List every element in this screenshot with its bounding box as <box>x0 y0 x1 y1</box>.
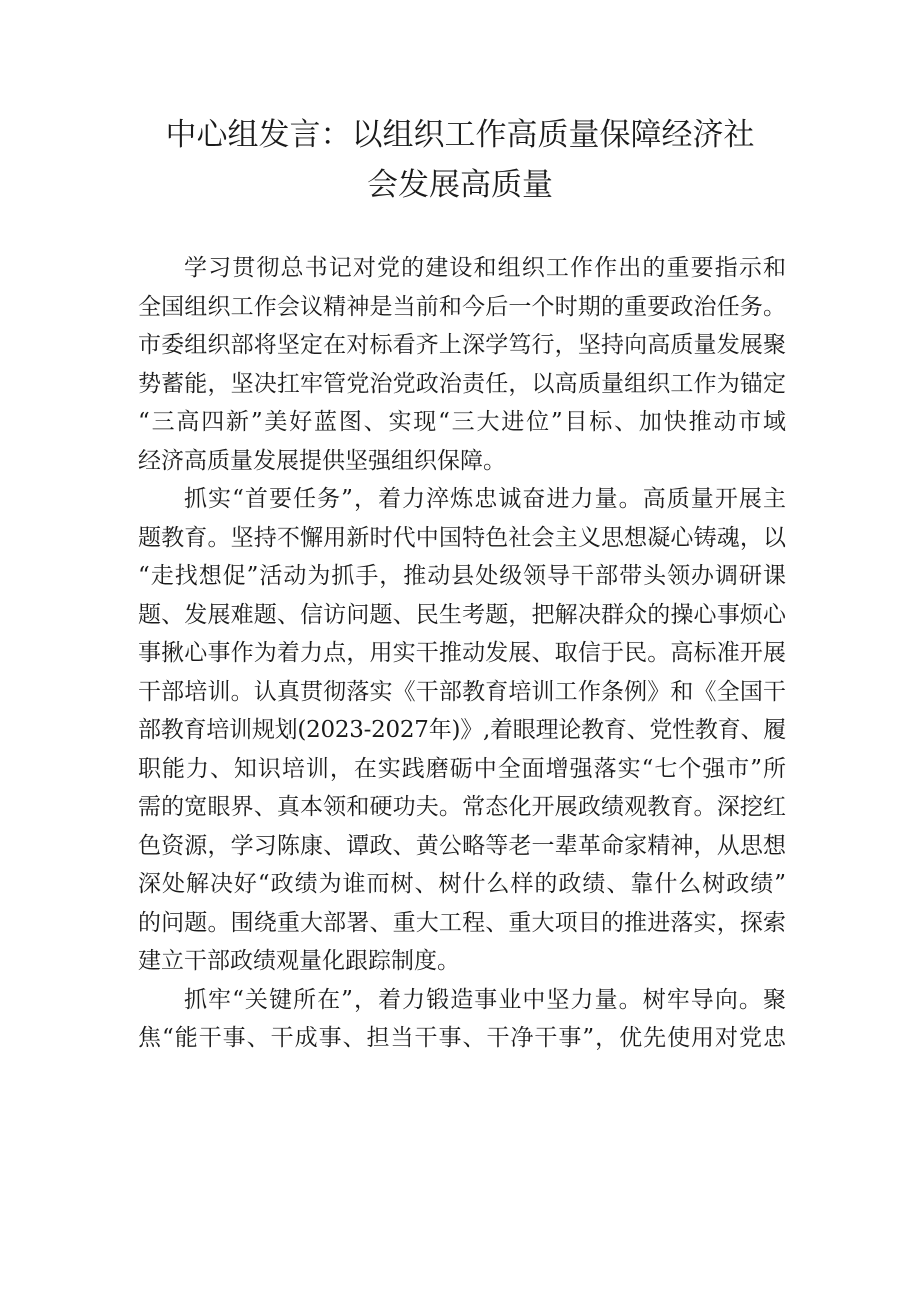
paragraph-line: 干部培训。认真贯彻落实《干部教育培训工作条例》和《全国干 <box>138 678 786 705</box>
paragraph-3 <box>138 981 786 1058</box>
paragraph-line: 需的宽眼界、真本领和硬功夫。常态化开展政绩观教育。深挖红 <box>138 794 786 820</box>
paragraph-line: 全国组织工作会议精神是当前和今后一个时期的重要政治任务。 <box>138 293 786 320</box>
paragraph-line: 色资源，学习陈康、谭政、黄公略等老一辈革命家精神，从思想 <box>138 832 786 859</box>
paragraph-line: 部教育培训规划(2023-2027年)》,着眼理论教育、党性教育、履 <box>138 717 786 743</box>
paragraph-line: 题、发展难题、信访问题、民生考题，把解决群众的操心事烦心 <box>138 601 786 628</box>
paragraph-line: 事揪心事作为着力点，用实干推动发展、取信于民。高标准开展 <box>138 640 786 666</box>
paragraph-line: 经济高质量发展提供坚强组织保障。 <box>138 447 506 474</box>
paragraph-line: “走找想促”活动为抓手，推动县处级领导干部带头领办调研课 <box>138 563 786 589</box>
paragraph-line: 题教育。坚持不懈用新时代中国特色社会主义思想凝心铸魂，以 <box>138 524 786 551</box>
paragraph-line: 抓实“首要任务”，着力淬炼忠诚奋进力量。高质量开展主 <box>184 486 786 512</box>
paragraph-line: 深处解决好“政绩为谁而树、树什么样的政绩、靠什么树政绩” <box>138 871 786 897</box>
paragraph-line: 抓牢“关键所在”，着力锻造事业中坚力量。树牢导向。聚 <box>184 986 786 1013</box>
paragraph-line: 学习贯彻总书记对党的建设和组织工作作出的重要指示和 <box>184 255 786 281</box>
paragraph-line: 建立干部政绩观量化跟踪制度。 <box>138 948 460 974</box>
paragraph-2 <box>138 480 786 981</box>
paragraph-1 <box>138 249 786 480</box>
paragraph-line: 职能力、知识培训，在实践磨砺中全面增强落实“七个强市”所 <box>138 755 786 782</box>
paragraph-line: 焦“能干事、干成事、担当干事、干净干事”，优先使用对党忠 <box>138 1025 786 1051</box>
paragraph-line: 市委组织部将坚定在对标看齐上深学笃行，坚持向高质量发展聚 <box>138 332 786 358</box>
title-line-2: 会发展高质量 <box>367 167 553 203</box>
document-body <box>138 249 786 1058</box>
document-title <box>120 110 800 210</box>
paragraph-line: “三高四新”美好蓝图、实现“三大进位”目标、加快推动市域 <box>138 409 786 435</box>
paragraph-line: 的问题。围绕重大部署、重大工程、重大项目的推进落实，探索 <box>138 909 786 936</box>
paragraph-line: 势蓄能，坚决扛牢管党治党政治责任，以高质量组织工作为锚定 <box>138 370 786 397</box>
title-line-1: 中心组发言：以组织工作高质量保障经济社 <box>165 117 755 153</box>
